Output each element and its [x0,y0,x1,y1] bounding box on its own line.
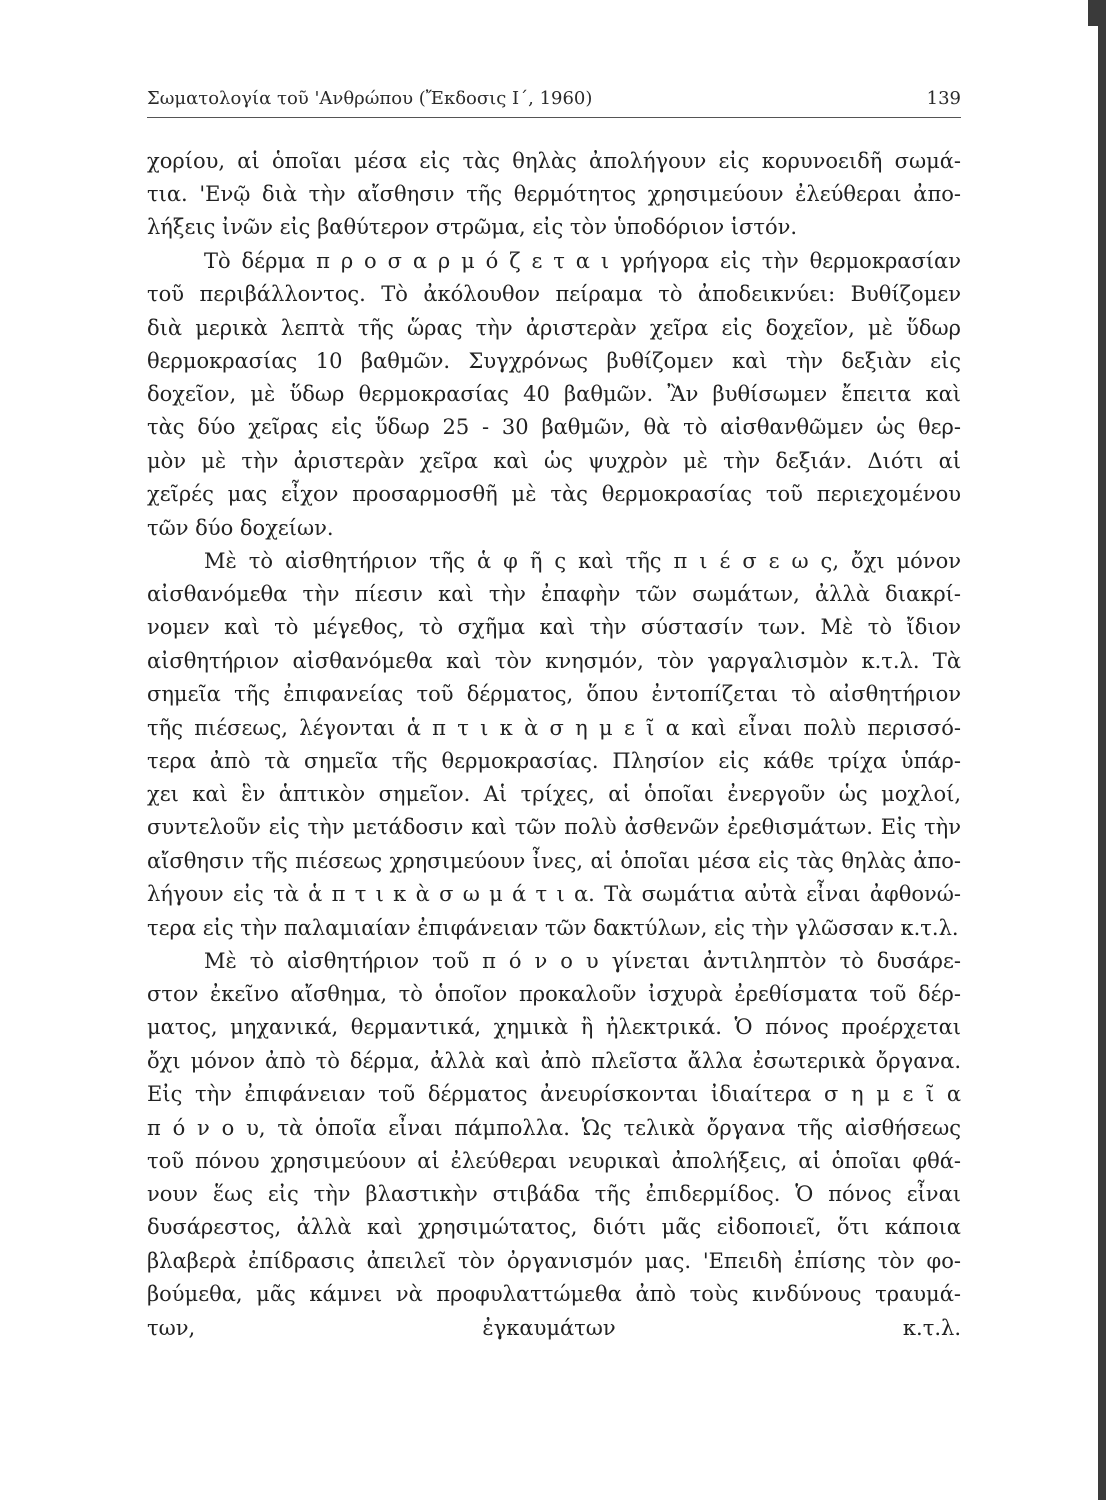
text-line: αἰσθητήριον αἰσθανόμεθα καὶ τὸν κνησμόν, τὸν γαργαλισμὸν κ.τ.λ. Τὰ [147,649,961,673]
text-line: ματος, μηχανικά, θερμαντικά, χημικὰ ἢ ἠλεκτρικά. Ὁ πόνος προέρχεται [147,1015,961,1039]
text-line: λήγουν εἰς τὰ ἁ π τ ι κ ὰ σ ω μ ά τ ι α. Τὰ σωμάτια αὐτὰ εἶναι ἀφθονώ- [147,882,961,906]
page-number: 139 [926,88,961,109]
text-line: σημεῖα τῆς ἐπιφανείας τοῦ δέρματος, ὅπου ἐντοπίζεται τὸ αἰσθητήριον [147,682,961,706]
book-title: Σωματολογία τοῦ 'Ανθρώπου (Ἔκδοσις Ι΄, 1960) [147,88,593,109]
text-line: μὸν μὲ τὴν ἀριστερὰν χεῖρα καὶ ὡς ψυχρὸν μὲ τὴν δεξιάν. Διότι αἱ [147,449,961,473]
header-rule [147,117,961,118]
text-line: ὄχι μόνον ἀπὸ τὸ δέρμα, ἀλλὰ καὶ ἀπὸ πλεῖστα ἄλλα ἐσωτερικὰ ὄργανα. [147,1049,961,1073]
text-line [147,1344,961,1378]
text-line: δυσάρεστος, ἀλλὰ καὶ χρησιμώτατος, διότι μᾶς εἰδοποιεῖ, ὅτι κάποια [147,1215,961,1239]
text-line: τῶν δύο δοχείων. [147,516,334,540]
text-line: βούμεθα, μᾶς κάμνει νὰ προφυλαττώμεθα ἀπὸ τοὺς κινδύνους τραυμά- [147,1282,961,1306]
text-line: τια. 'Ενῷ διὰ τὴν αἴσθησιν τῆς θερμότητος χρησιμεύουν ἐλεύθεραι ἀπο- [147,182,961,206]
scan-edge-shadow [1098,0,1106,1500]
text-line: χει καὶ ἓν ἁπτικὸν σημεῖον. Αἱ τρίχες, αἱ ὁποῖαι ἐνεργοῦν ὡς μοχλοί, [147,782,961,806]
text-line: λήξεις ἰνῶν εἰς βαθύτερον στρῶμα, εἰς τὸν ὑποδόριον ἱστόν. [147,215,798,239]
text-line: θερμοκρασίας 10 βαθμῶν. Συγχρόνως βυθίζομεν καὶ τὴν δεξιὰν εἰς [147,349,961,373]
text-line: π ό ν ο υ, τὰ ὁποῖα εἶναι πάμπολλα. Ὡς τελικὰ ὄργανα τῆς αἰσθήσεως [147,1116,961,1140]
text-line: τοῦ πόνου χρησιμεύουν αἱ ἐλεύθεραι νευρικαὶ ἀπολήξεις, αἱ ὁποῖαι φθά- [147,1149,961,1173]
text-line: των, ἐγκαυμάτων κ.τ.λ. [147,1316,961,1340]
text-line: τὰς δύο χεῖρας εἰς ὕδωρ 25 - 30 βαθμῶν, θὰ τὸ αἰσθανθῶμεν ὡς θερ- [147,415,961,439]
text-line: χορίου, αἱ ὁποῖαι μέσα εἰς τὰς θηλὰς ἀπολήγουν εἰς κορυνοειδῆ σωμά- [147,149,961,173]
text-line: στον ἐκεῖνο αἴσθημα, τὸ ὁποῖον προκαλοῦν ἰσχυρὰ ἐρεθίσματα τοῦ δέρ- [147,982,961,1006]
text-line: τερα εἰς τὴν παλαμιαίαν ἐπιφάνειαν τῶν δακτύλων, εἰς τὴν γλῶσσαν κ.τ.λ. [147,916,959,940]
text-line: βλαβερὰ ἐπίδρασις ἀπειλεῖ τὸν ὀργανισμόν μας. 'Επειδὴ ἐπίσης τὸν φο- [147,1249,961,1273]
text-line: χεῖρές μας εἶχον προσαρμοσθῆ μὲ τὰς θερμοκρασίας τοῦ περιεχομένου [147,482,961,506]
text-line: αἰσθανόμεθα τὴν πίεσιν καὶ τὴν ἐπαφὴν τῶν σωμάτων, ἀλλὰ διακρί- [147,582,961,606]
text-line: νομεν καὶ τὸ μέγεθος, τὸ σχῆμα καὶ τὴν σύστασίν των. Μὲ τὸ ἴδιον [147,615,961,639]
text-line: νουν ἕως εἰς τὴν βλαστικὴν στιβάδα τῆς ἐπιδερμίδος. Ὁ πόνος εἶναι [147,1182,961,1206]
text-line: Εἰς τὴν ἐπιφάνειαν τοῦ δέρματος ἀνευρίσκονται ἰδιαίτερα σ η μ ε ῖ α [147,1082,961,1106]
text-line: τῆς πιέσεως, λέγονται ἁ π τ ι κ ὰ σ η μ ε ῖ α καὶ εἶναι πολὺ περισσό- [147,716,961,740]
text-line: αἴσθησιν τῆς πιέσεως χρησιμεύουν ἶνες, αἱ ὁποῖαι μέσα εἰς τὰς θηλὰς ἀπο- [147,849,961,873]
text-line: συντελοῦν εἰς τὴν μετάδοσιν καὶ τῶν πολὺ ἀσθενῶν ἐρεθισμάτων. Εἰς τὴν [147,815,961,839]
text-line: Τὸ δέρμα π ρ ο σ α ρ μ ό ζ ε τ α ι γρήγορα εἰς τὴν θερμοκρασίαν [204,249,961,273]
text-line: Μὲ τὸ αἰσθητήριον τοῦ π ό ν ο υ γίνεται ἀντιληπτὸν τὸ δυσάρε- [204,949,961,973]
text-line: τοῦ περιβάλλοντος. Τὸ ἀκόλουθον πείραμα τὸ ἀποδεικνύει: Βυθίζομεν [147,282,961,306]
scan-corner-shadow [1088,0,1106,26]
text-line: δοχεῖον, μὲ ὕδωρ θερμοκρασίας 40 βαθμῶν. Ἂν βυθίσωμεν ἔπειτα καὶ [147,382,961,406]
text-line: τερα ἀπὸ τὰ σημεῖα τῆς θερμοκρασίας. Πλησίον εἰς κάθε τρίχα ὑπάρ- [147,749,961,773]
text-line: διὰ μερικὰ λεπτὰ τῆς ὥρας τὴν ἀριστερὰν χεῖρα εἰς δοχεῖον, μὲ ὕδωρ [147,316,961,340]
running-header [147,86,961,112]
text-line: Μὲ τὸ αἰσθητήριον τῆς ἁ φ ῆ ς καὶ τῆς π ι έ σ ε ω ς, ὄχι μόνον [204,549,961,573]
